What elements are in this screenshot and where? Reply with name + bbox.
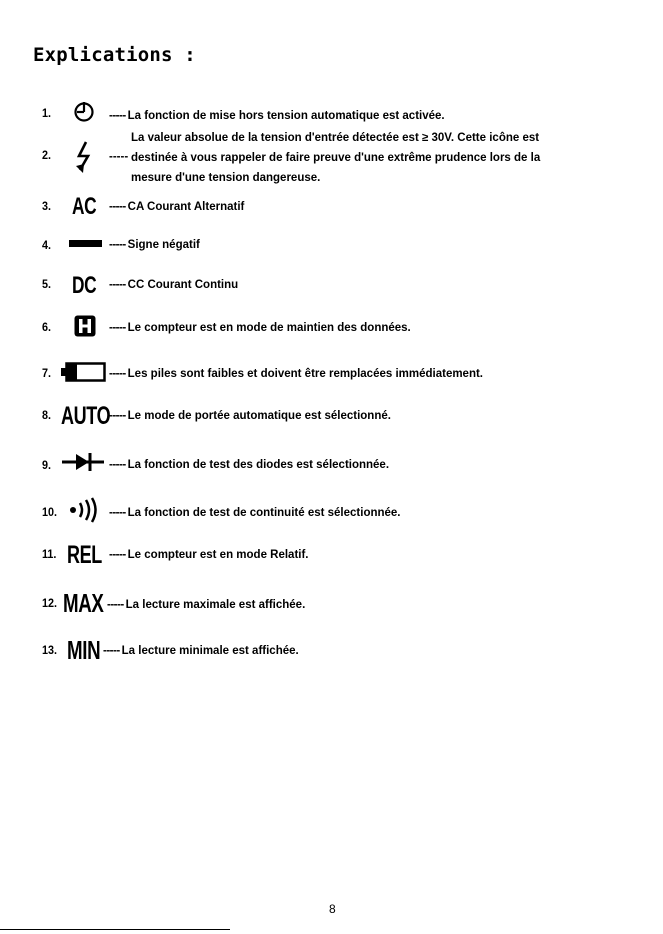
item-number: 11. <box>42 547 57 561</box>
item-description: ----- Le compteur est en mode Relatif. <box>109 549 309 561</box>
power-off-timer-icon <box>73 101 95 127</box>
item-number: 7. <box>42 366 52 380</box>
item-number: 1. <box>42 106 52 120</box>
max-symbol: MAX <box>63 588 104 618</box>
item-description: ----- La lecture maximale est affichée. <box>107 599 306 611</box>
dc-symbol: DC <box>72 272 97 299</box>
diode-icon <box>62 452 106 476</box>
min-symbol: MIN <box>67 635 101 665</box>
item-description: ----- La fonction de mise hors tension automatique est activée. <box>109 110 445 122</box>
item-number: 9. <box>42 458 52 472</box>
item-description: ----- La fonction de test de continuité est sélectionnée. <box>109 507 401 519</box>
item-number: 13. <box>42 643 58 657</box>
continuity-icon <box>67 497 101 527</box>
auto-symbol: AUTO <box>61 402 111 430</box>
ac-symbol: AC <box>72 193 97 220</box>
item-number: 8. <box>42 408 52 422</box>
item-number: 4. <box>42 238 52 252</box>
item-description: ----- La lecture minimale est affichée. <box>103 645 299 657</box>
item-number: 12. <box>42 596 58 610</box>
page-title: Explications : <box>33 44 196 66</box>
item-description: ----- Les piles sont faibles et doivent être remplacées immédiatement. <box>109 368 484 380</box>
page-number: 8 <box>329 902 336 916</box>
item-number: 10. <box>42 505 58 519</box>
item-description: ----- CA Courant Alternatif <box>109 201 245 213</box>
item-description: ----- CC Courant Continu <box>109 279 239 291</box>
item-description: ----- Le mode de portée automatique est sélectionné. <box>109 410 391 422</box>
negative-sign-icon <box>69 240 102 247</box>
footer-rule <box>0 929 230 930</box>
rel-symbol: REL <box>67 541 102 569</box>
hold-icon <box>73 314 97 342</box>
high-voltage-icon <box>74 140 94 178</box>
item-number: 6. <box>42 320 52 334</box>
item-number: 2. <box>42 148 52 162</box>
item-description: ----- Le compteur est en mode de maintien des données. <box>109 322 411 334</box>
item-description: ----- La fonction de test des diodes est sélectionnée. <box>109 459 390 471</box>
item-number: 3. <box>42 199 52 213</box>
low-battery-icon <box>61 362 107 386</box>
item-description: ----- Signe négatif <box>109 239 200 251</box>
item-description: La valeur absolue de la tension d'entrée détectée est ≥ 30V. Cette icône est destinée à vous rappeler de faire preuve d'une extrême prudence lors de la mesure d'une tension dangereuse. <box>131 132 541 184</box>
item-dash: ----- <box>109 151 129 163</box>
item-number: 5. <box>42 277 52 291</box>
